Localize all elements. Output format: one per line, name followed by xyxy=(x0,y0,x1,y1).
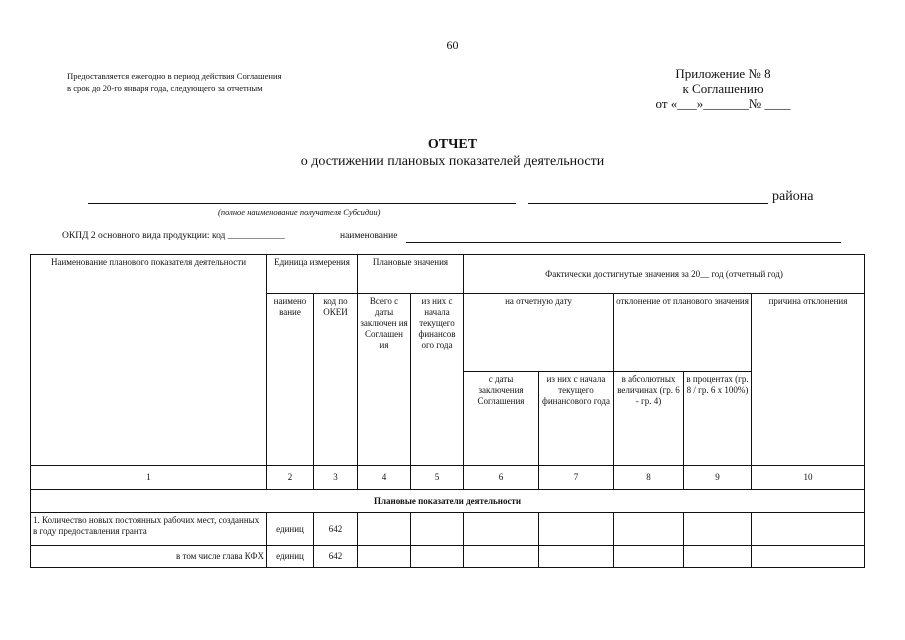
page-title: ОТЧЕТ xyxy=(427,137,478,152)
page-subtitle: о достижении плановых показателей деятельности xyxy=(300,154,605,169)
col-number: 4 xyxy=(358,466,411,490)
col-number: 7 xyxy=(539,466,614,490)
value-cell[interactable] xyxy=(752,513,865,546)
value-cell[interactable] xyxy=(539,546,614,568)
section-title: Плановые показатели деятельности xyxy=(31,490,865,513)
col-number: 1 xyxy=(31,466,267,490)
column-number-row xyxy=(31,466,865,490)
unit-okei: 642 xyxy=(314,513,358,546)
district-label: района xyxy=(772,189,814,204)
submission-note-line-2: в срок до 20-го января года, следующего за отчетным xyxy=(67,83,263,93)
header-unit: Единица измерения xyxy=(267,255,358,294)
okpd-name-line xyxy=(406,242,841,243)
header-reason: причина отклонения xyxy=(752,294,865,466)
unit-name: единиц xyxy=(267,513,314,546)
col-number: 2 xyxy=(267,466,314,490)
value-cell[interactable] xyxy=(358,513,411,546)
value-cell[interactable] xyxy=(684,546,752,568)
value-cell[interactable] xyxy=(684,513,752,546)
recipient-note: (полное наименование получателя Субсидии) xyxy=(218,207,381,217)
appendix-number: Приложение № 8 xyxy=(675,66,771,81)
value-cell[interactable] xyxy=(411,546,464,568)
value-cell[interactable] xyxy=(752,546,865,568)
appendix-agreement: к Соглашению xyxy=(682,81,764,96)
header-actual: Фактически достигнутые значения за 20__ год (отчетный год) xyxy=(464,255,865,294)
col-number: 5 xyxy=(411,466,464,490)
header-since-year: из них с начала текущего финансового года xyxy=(539,372,614,466)
report-table xyxy=(30,254,865,568)
table-row xyxy=(31,546,865,568)
header-unit-okei: код по ОКЕИ xyxy=(314,294,358,466)
col-number: 9 xyxy=(684,466,752,490)
unit-name: единиц xyxy=(267,546,314,568)
header-unit-name: наимено вание xyxy=(267,294,314,466)
header-plan-year: из них с начала текущего финансов ого года xyxy=(411,294,464,466)
indicator-name: 1. Количество новых постоянных рабочих мест, созданных в году предоставления гранта xyxy=(31,513,267,546)
table-row xyxy=(31,513,865,546)
okpd-code-label: ОКПД 2 основного вида продукции: код ____________ xyxy=(62,231,285,241)
submission-note-line-1: Предоставляется ежегодно в период действия Соглашения xyxy=(67,71,282,81)
value-cell[interactable] xyxy=(464,513,539,546)
header-pct: в процентах (гр. 8 / гр. 6 х 100%) xyxy=(684,372,752,466)
header-since-agreement: с даты заключения Соглашения xyxy=(464,372,539,466)
col-number: 3 xyxy=(314,466,358,490)
value-cell[interactable] xyxy=(358,546,411,568)
col-number: 10 xyxy=(752,466,865,490)
unit-okei: 642 xyxy=(314,546,358,568)
header-plan-total: Всего с даты заключен ия Соглашен ия xyxy=(358,294,411,466)
page-number: 60 xyxy=(446,38,459,52)
value-cell[interactable] xyxy=(614,513,684,546)
header-deviation: отклонение от планового значения xyxy=(614,294,752,372)
header-plan: Плановые значения xyxy=(358,255,464,294)
col-number: 8 xyxy=(614,466,684,490)
value-cell[interactable] xyxy=(539,513,614,546)
col-number: 6 xyxy=(464,466,539,490)
value-cell[interactable] xyxy=(614,546,684,568)
section-row xyxy=(31,490,865,513)
value-cell[interactable] xyxy=(464,546,539,568)
header-on-date: на отчетную дату xyxy=(464,294,614,372)
indicator-name: в том числе глава КФХ xyxy=(31,546,267,568)
okpd-name-label: наименование xyxy=(340,231,398,241)
district-line xyxy=(528,203,768,204)
header-abs: в абсолютных величинах (гр. 6 - гр. 4) xyxy=(614,372,684,466)
value-cell[interactable] xyxy=(411,513,464,546)
appendix-header xyxy=(628,66,818,111)
header-row-1 xyxy=(31,255,865,294)
header-indicator: Наименование планового показателя деятельности xyxy=(31,255,267,466)
recipient-name-line xyxy=(88,203,516,204)
appendix-date: от «___»_______№ ____ xyxy=(655,96,791,111)
submission-note xyxy=(67,70,282,94)
